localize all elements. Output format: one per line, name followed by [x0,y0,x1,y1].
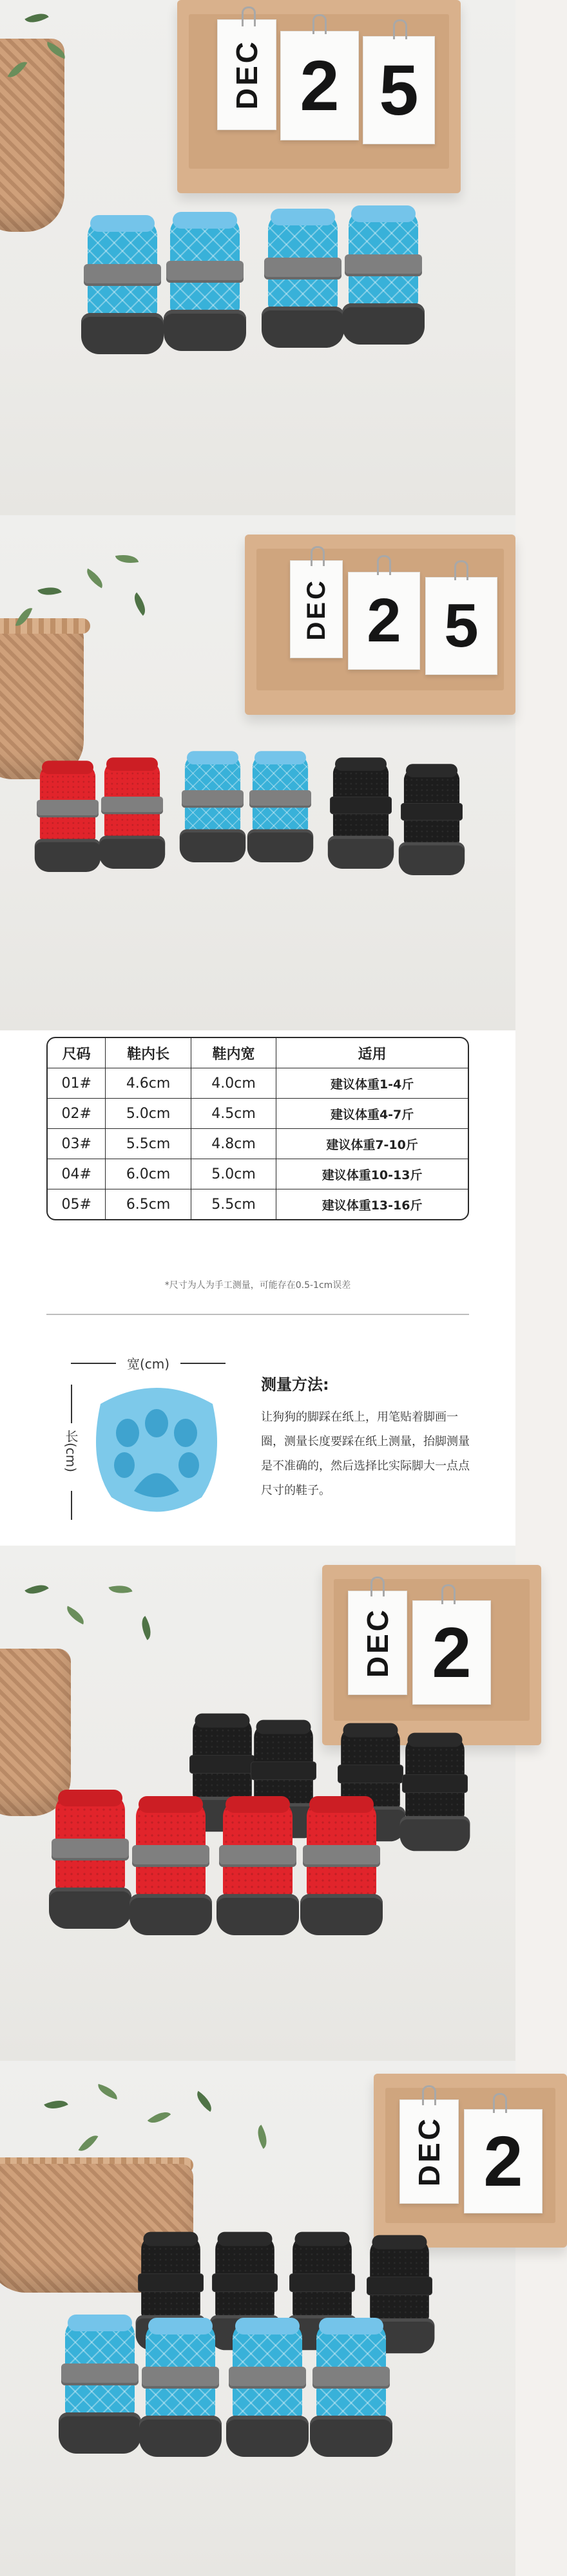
calendar-month: DEC [302,578,331,641]
calendar-month-card [290,560,343,658]
plant-leaf [37,583,61,600]
cell-size: 01# [48,1068,106,1099]
calendar-day-card [464,2109,543,2213]
calendar-month-card [217,19,276,130]
calendar-day-card [348,572,420,670]
calendar-day-card [363,36,435,144]
width-arrow-left [71,1363,116,1364]
table-row [48,1129,468,1159]
pet-boot-red [52,1794,129,1929]
pet-boot-blue [61,2318,139,2454]
calendar-day-tens: 2 [367,586,401,655]
cell-width: 4.5cm [191,1099,276,1129]
length-arrow-top [71,1385,72,1423]
length-label: 长(cm) [63,1430,79,1473]
plant-leaf [115,552,139,566]
pet-boot-blue [264,213,341,348]
product-photo-red-black-boots [0,1546,515,2061]
plant-leaf [109,1582,133,1597]
table-row [48,1068,468,1099]
cell-width: 4.8cm [191,1129,276,1159]
header-suitable: 适用 [276,1038,468,1068]
plant-leaf [63,1606,88,1625]
plant-leaf [79,2131,99,2155]
pet-boot-red [219,1800,296,1935]
plant-leaf [137,1616,157,1640]
plant-leaf [129,592,151,616]
plant-leaf [82,569,106,589]
table-row [48,1189,468,1219]
plant-leaf [192,2091,216,2112]
calendar-day-card [412,1600,491,1705]
header-inner-width: 鞋内宽 [191,1038,276,1068]
plant-leaf [24,1580,48,1600]
pet-boot-blue [345,209,422,345]
width-arrow-right [180,1363,226,1364]
plant-leaf [96,2084,120,2099]
table-header-row [48,1038,468,1068]
desk-calendar [177,0,461,193]
plant-leaf [148,2107,171,2128]
pet-boot-red [101,761,163,869]
wicker-basket [0,1649,71,1816]
cell-recommendation: 建议体重1-4斤 [276,1068,468,1099]
size-guide-section [0,1030,515,1546]
section-divider [46,1314,469,1315]
measurement-title: 测量方法: [261,1376,329,1394]
size-chart [46,1037,469,1220]
calendar-month-card [399,2099,459,2204]
calendar-day-tens: 2 [483,2121,523,2201]
pet-boot-blue [166,216,244,351]
calendar-month-card [348,1591,407,1695]
cell-recommendation: 建议体重7-10斤 [276,1129,468,1159]
cell-size: 04# [48,1159,106,1189]
plant-leaf [44,2096,68,2114]
pet-boot-red [132,1800,209,1935]
cell-length: 6.5cm [106,1189,191,1219]
table-row [48,1099,468,1129]
cell-size: 05# [48,1189,106,1219]
pet-boot-blue [84,219,161,354]
measurement-instructions: 让狗狗的脚踩在纸上，用笔贴着脚画一圈，测量长度要踩在纸上测量，抬脚测量是不准确的，然后选择比实际脚大一点点尺寸的鞋子。 [261,1410,470,1497]
cell-width: 5.5cm [191,1189,276,1219]
cell-width: 5.0cm [191,1159,276,1189]
pet-boot-black [402,1736,468,1852]
length-arrow-bottom [71,1491,72,1520]
calendar-day-tens: 2 [432,1613,472,1692]
pet-boot-black [401,767,463,875]
calendar-day-card [425,577,497,675]
measurement-guide [64,1346,477,1501]
product-photo-blue-boots [0,0,515,515]
pet-boot-blue [249,754,311,862]
cell-length: 5.5cm [106,1129,191,1159]
header-size: 尺码 [48,1038,106,1068]
cell-recommendation: 建议体重10-13斤 [276,1159,468,1189]
calendar-day-card [280,31,359,140]
cell-size: 02# [48,1099,106,1129]
cell-size: 03# [48,1129,106,1159]
calendar-day-units: 5 [444,591,479,660]
calendar-month: DEC [361,1607,394,1678]
cell-length: 5.0cm [106,1099,191,1129]
pet-boot-black [330,761,392,869]
table-row [48,1159,468,1189]
wicker-basket [0,625,84,779]
pet-boot-blue [312,2322,390,2457]
cell-recommendation: 建议体重4-7斤 [276,1099,468,1129]
cell-length: 6.0cm [106,1159,191,1189]
cell-length: 4.6cm [106,1068,191,1099]
desk-calendar [245,535,515,715]
plant-leaf [253,2125,273,2148]
pet-boot-red [37,764,99,872]
basket-rim [0,618,90,634]
calendar-month: DEC [412,2116,446,2187]
header-inner-length: 鞋内长 [106,1038,191,1068]
wicker-basket [0,39,64,232]
desk-calendar [374,2074,567,2248]
pet-boot-blue [142,2322,219,2457]
calendar-month: DEC [230,39,264,110]
cell-width: 4.0cm [191,1068,276,1099]
product-photo-blue-black-boots [0,2061,523,2576]
pet-boot-blue [182,754,244,862]
width-label: 宽(cm) [126,1356,170,1372]
calendar-day-tens: 2 [300,46,340,126]
desk-calendar [322,1565,541,1745]
size-table [46,1037,469,1220]
calendar-day-units: 5 [379,50,419,130]
measurement-note: *尺寸为人为手工测量，可能存在0.5-1cm误差 [164,1280,351,1291]
pet-boot-red [303,1800,380,1935]
paw-icon [89,1385,224,1520]
product-photo-three-colors [0,515,515,1030]
plant-leaf [24,8,48,28]
pet-boot-blue [229,2322,306,2457]
cell-recommendation: 建议体重13-16斤 [322,1198,423,1213]
